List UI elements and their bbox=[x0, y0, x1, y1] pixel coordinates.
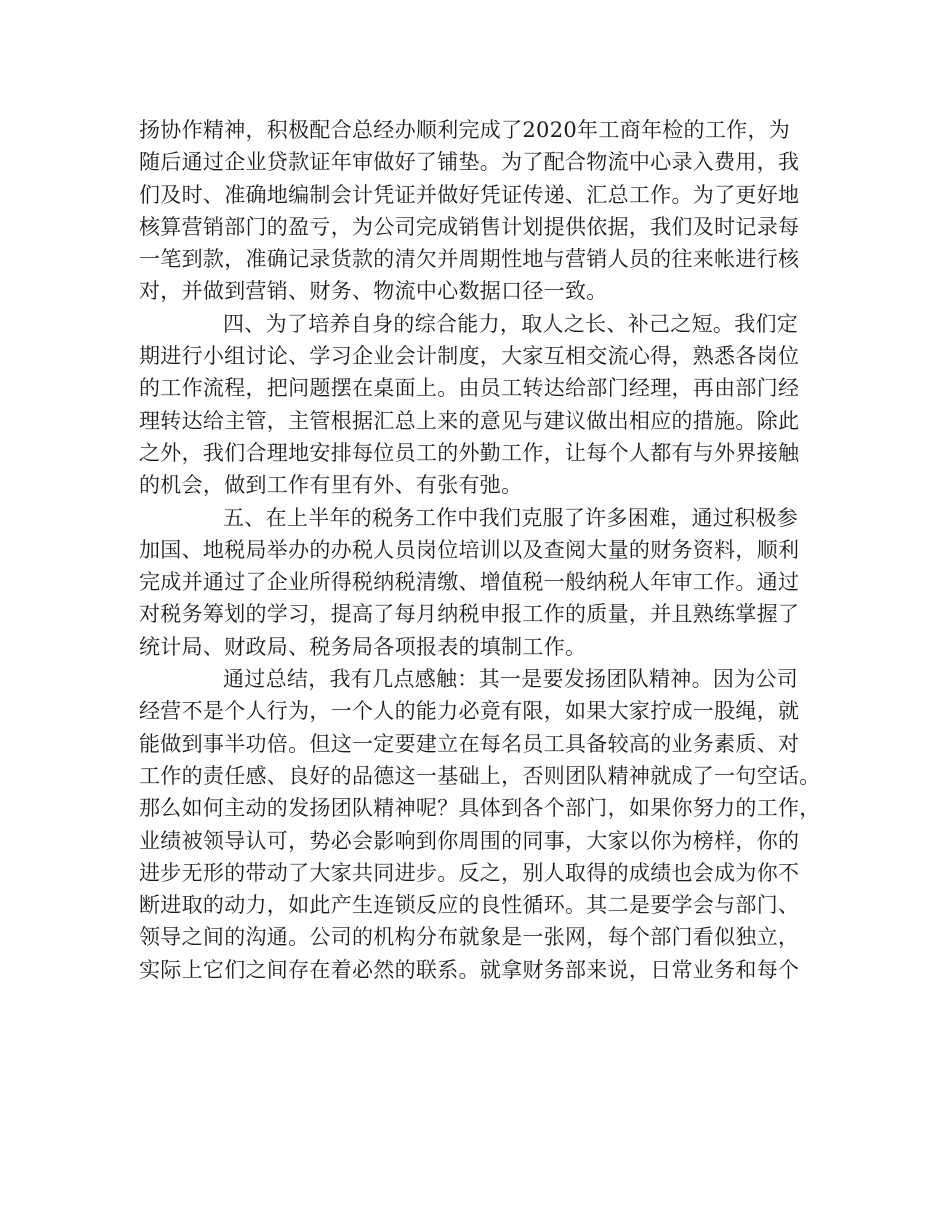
text-line: 通过总结，我有几点感触：其一是要发扬团队精神。因为公司 bbox=[223, 667, 799, 692]
text-line: 进步无形的带动了大家共同进步。反之，别人取得的成绩也会成为你不 bbox=[139, 860, 800, 885]
text-line: 完成并通过了企业所得税纳税清缴、增值税一般纳税人年审工作。通过 bbox=[139, 570, 800, 595]
text-line: 随后通过企业贷款证年审做好了铺垫。为了配合物流中心录入费用，我 bbox=[139, 150, 800, 175]
text-line: 的工作流程，把问题摆在桌面上。由员工转达给部门经理，再由部门经 bbox=[139, 376, 800, 401]
text-line: 之外，我们合理地安排每位员工的外勤工作，让每个人都有与外界接触 bbox=[139, 440, 800, 465]
text-line: 工作的责任感、良好的品德这一基础上，否则团队精神就成了一句空话。 bbox=[139, 763, 821, 788]
text-line: 断进取的动力，如此产生连锁反应的良性循环。其二是要学会与部门、 bbox=[139, 893, 800, 918]
text-line: 统计局、财政局、税务局各项报表的填制工作。 bbox=[139, 634, 587, 659]
text-line: 核算营销部门的盈亏，为公司完成销售计划提供依据，我们及时记录每 bbox=[139, 214, 800, 239]
text-line: 经营不是个人行为，一个人的能力必竟有限，如果大家拧成一股绳，就 bbox=[139, 699, 800, 724]
text-line: 实际上它们之间存在着必然的联系。就拿财务部来说，日常业务和每个 bbox=[139, 957, 800, 982]
text-line: 四、为了培养自身的综合能力，取人之长、补己之短。我们定 bbox=[223, 311, 799, 336]
text-line: 对税务筹划的学习，提高了每月纳税申报工作的质量，并且熟练掌握了 bbox=[139, 602, 800, 627]
text-line: 们及时、准确地编制会计凭证并做好凭证传递、汇总工作。为了更好地 bbox=[139, 182, 800, 207]
text-line: 业绩被领导认可，势必会影响到你周围的同事，大家以你为榜样，你的 bbox=[139, 828, 800, 853]
text-line: 对，并做到营销、财务、物流中心数据口径一致。 bbox=[139, 279, 608, 304]
text-line: 能做到事半功倍。但这一定要建立在每名员工具备较高的业务素质、对 bbox=[139, 731, 800, 756]
text-line: 领导之间的沟通。公司的机构分布就象是一张网，每个部门看似独立， bbox=[139, 925, 800, 950]
text-line: 扬协作精神，积极配合总经办顺利完成了2020年工商年检的工作，为 bbox=[139, 118, 791, 142]
text-line: 加国、地税局举办的办税人员岗位培训以及查阅大量的财务资料，顺利 bbox=[139, 537, 800, 562]
text-line: 那么如何主动的发扬团队精神呢？具体到各个部门，如果你努力的工作， bbox=[139, 796, 821, 821]
text-line: 五、在上半年的税务工作中我们克服了许多困难，通过积极参 bbox=[223, 505, 799, 530]
text-line: 一笔到款，准确记录货款的清欠并周期性地与营销人员的往来帐进行核 bbox=[139, 247, 800, 272]
document-body bbox=[139, 114, 829, 986]
text-line: 理转达给主管，主管根据汇总上来的意见与建议做出相应的措施。除此 bbox=[139, 408, 800, 433]
text-line: 的机会，做到工作有里有外、有张有弛。 bbox=[139, 473, 523, 498]
text-line: 期进行小组讨论、学习企业会计制度，大家互相交流心得，熟悉各岗位 bbox=[139, 344, 800, 369]
